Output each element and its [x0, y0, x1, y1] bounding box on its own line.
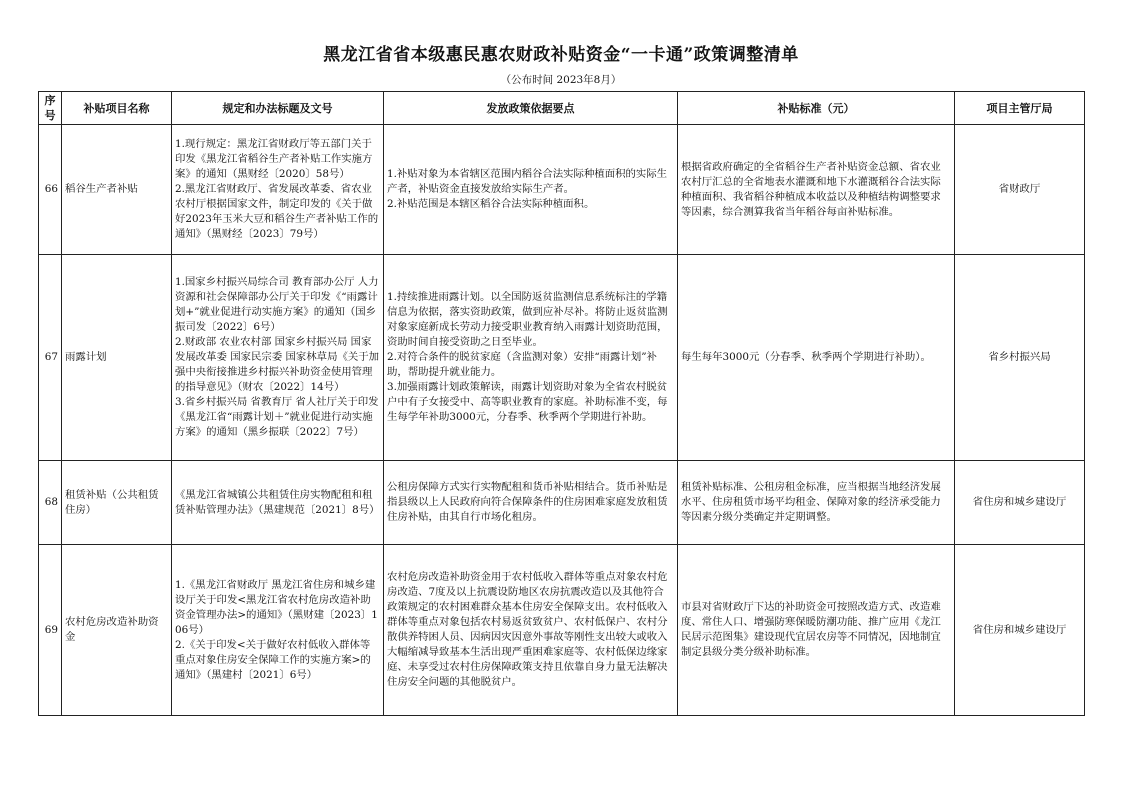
- header-name: 补贴项目名称: [62, 92, 172, 125]
- subsidy-standard: 根据省政府确定的全省稻谷生产者补贴资金总额、省农业农村厅汇总的全省地表水灌溉和地下水灌溉稻谷合法实际种植面积、我省稻谷种植成本收益以及种植结构调整要求等因素，综合测算我省当年稻谷每亩补贴标准。: [678, 125, 955, 255]
- row-number: 69: [39, 545, 62, 716]
- publish-date: （公布时间 2023年8月）: [500, 74, 622, 86]
- project-name: 租赁补贴（公共租赁住房）: [62, 461, 172, 545]
- subsidy-standard: 市县对省财政厅下达的补助资金可按照改造方式、改造难度、常住人口、增强防寒保暖防潮功能、推广应用《龙江民居示范图集》建设现代宜居农房等不同情况，因地制宜制定县级分类分级补助标准。: [678, 545, 955, 716]
- header-standard: 补贴标准（元）: [678, 92, 955, 125]
- regulation-docs: 《黑龙江省城镇公共租赁住房实物配租和租赁补贴管理办法》（黑建规范〔2021〕8号）: [172, 461, 384, 545]
- row-number: 67: [39, 255, 62, 461]
- header-num: 序号: [39, 92, 62, 125]
- header-row: [39, 92, 1085, 125]
- department: 省住房和城乡建设厅: [955, 461, 1085, 545]
- header-docs: 规定和办法标题及文号: [172, 92, 384, 125]
- department: 省住房和城乡建设厅: [955, 545, 1085, 716]
- policy-basis: 1.补贴对象为本省辖区范围内稻谷合法实际种植面积的实际生产者，补贴资金直接发放给实际生产者。 2.补贴范围是本辖区稻谷合法实际种植面积。: [384, 125, 678, 255]
- row-number: 66: [39, 125, 62, 255]
- policy-basis: 公租房保障方式实行实物配租和货币补贴相结合。货币补贴是指县级以上人民政府向符合保障条件的住房困难家庭发放租赁住房补贴，由其自行市场化租房。: [384, 461, 678, 545]
- subsidy-standard: 租赁补贴标准、公租房租金标准，应当根据当地经济发展水平、住房租赁市场平均租金、保障对象的经济承受能力等因素分级分类确定并定期调整。: [678, 461, 955, 545]
- regulation-docs: 1.现行规定：黑龙江省财政厅等五部门关于印发《黑龙江省稻谷生产者补贴工作实施方案》的通知（黑财经〔2020〕58号） 2.黑龙江省财政厅、省发展改革委、省农业农村厅根据国家文件，制定印发的《关于做好2023年玉米大豆和稻谷生产者补贴工作的通知》（黑财经〔2023〕79号）: [172, 125, 384, 255]
- regulation-docs: 1.国家乡村振兴局综合司 教育部办公厅 人力资源和社会保障部办公厅关于印发《“雨露计划+”就业促进行动实施方案》的通知（国乡振司发〔2022〕6号） 2.财政部 农业农村部 国家乡村振兴局 国家发展改革委 国家民宗委 国家林草局《关于加强中央衔接推进乡村振兴补助资金使用管理的指导意见》（财农〔2022〕14号） 3.省乡村振兴局 省教育厅 省人社厅关于印发《黑龙江省“雨露计划＋”就业促进行动实施方案》的通知（黑乡振联〔2022〕7号）: [172, 255, 384, 461]
- policy-table: [38, 91, 1085, 716]
- table-row: [39, 255, 1085, 461]
- project-name: 农村危房改造补助资金: [62, 545, 172, 716]
- document-title: 黑龙江省省本级惠民惠农财政补贴资金“一卡通”政策调整清单: [323, 45, 799, 65]
- table-row: [39, 125, 1085, 255]
- department: 省财政厅: [955, 125, 1085, 255]
- department: 省乡村振兴局: [955, 255, 1085, 461]
- policy-basis: 农村危房改造补助资金用于农村低收入群体等重点对象农村危房改造、7度及以上抗震设防地区农房抗震改造以及其他符合政策规定的农村困难群众基本住房安全保障支出。农村低收入群体等重点对象包括农村易返贫致贫户、农村低保户、农村分散供养特困人员、因病因灾因意外事故等刚性支出较大或收入大幅缩减导致基本生活出现严重困难家庭等、农村低保边缘家庭、未享受过农村住房保障政策支持且依靠自身力量无法解决住房安全问题的其他脱贫户。: [384, 545, 678, 716]
- project-name: 雨露计划: [62, 255, 172, 461]
- subsidy-standard: 每生每年3000元（分春季、秋季两个学期进行补助）。: [678, 255, 955, 461]
- row-number: 68: [39, 461, 62, 545]
- table-row: [39, 461, 1085, 545]
- project-name: 稻谷生产者补贴: [62, 125, 172, 255]
- header-dept: 项目主管厅局: [955, 92, 1085, 125]
- table-row: [39, 545, 1085, 716]
- header-basis: 发放政策依据要点: [384, 92, 678, 125]
- policy-basis: 1.持续推进雨露计划。以全国防返贫监测信息系统标注的学籍信息为依据，落实资助政策，做到应补尽补。将防止返贫监测对象家庭新成长劳动力接受职业教育纳入雨露计划资助范围，资助时间自接受资助之日至毕业。 2.对符合条件的脱贫家庭（含监测对象）安排“雨露计划”补助，帮助提升就业能力。 3.加强雨露计划政策解读，雨露计划资助对象为全省农村脱贫户中有子女接受中、高等职业教育的家庭。补助标准不变，每生每学年补助3000元，分春季、秋季两个学期进行补助。: [384, 255, 678, 461]
- regulation-docs: 1.《黑龙江省财政厅 黑龙江省住房和城乡建设厅关于印发<黑龙江省农村危房改造补助资金管理办法>的通知》（黑财建〔2023〕106号） 2.《关于印发<关于做好农村低收入群体等重点对象住房安全保障工作的实施方案>的通知》（黑建村〔2021〕6号）: [172, 545, 384, 716]
